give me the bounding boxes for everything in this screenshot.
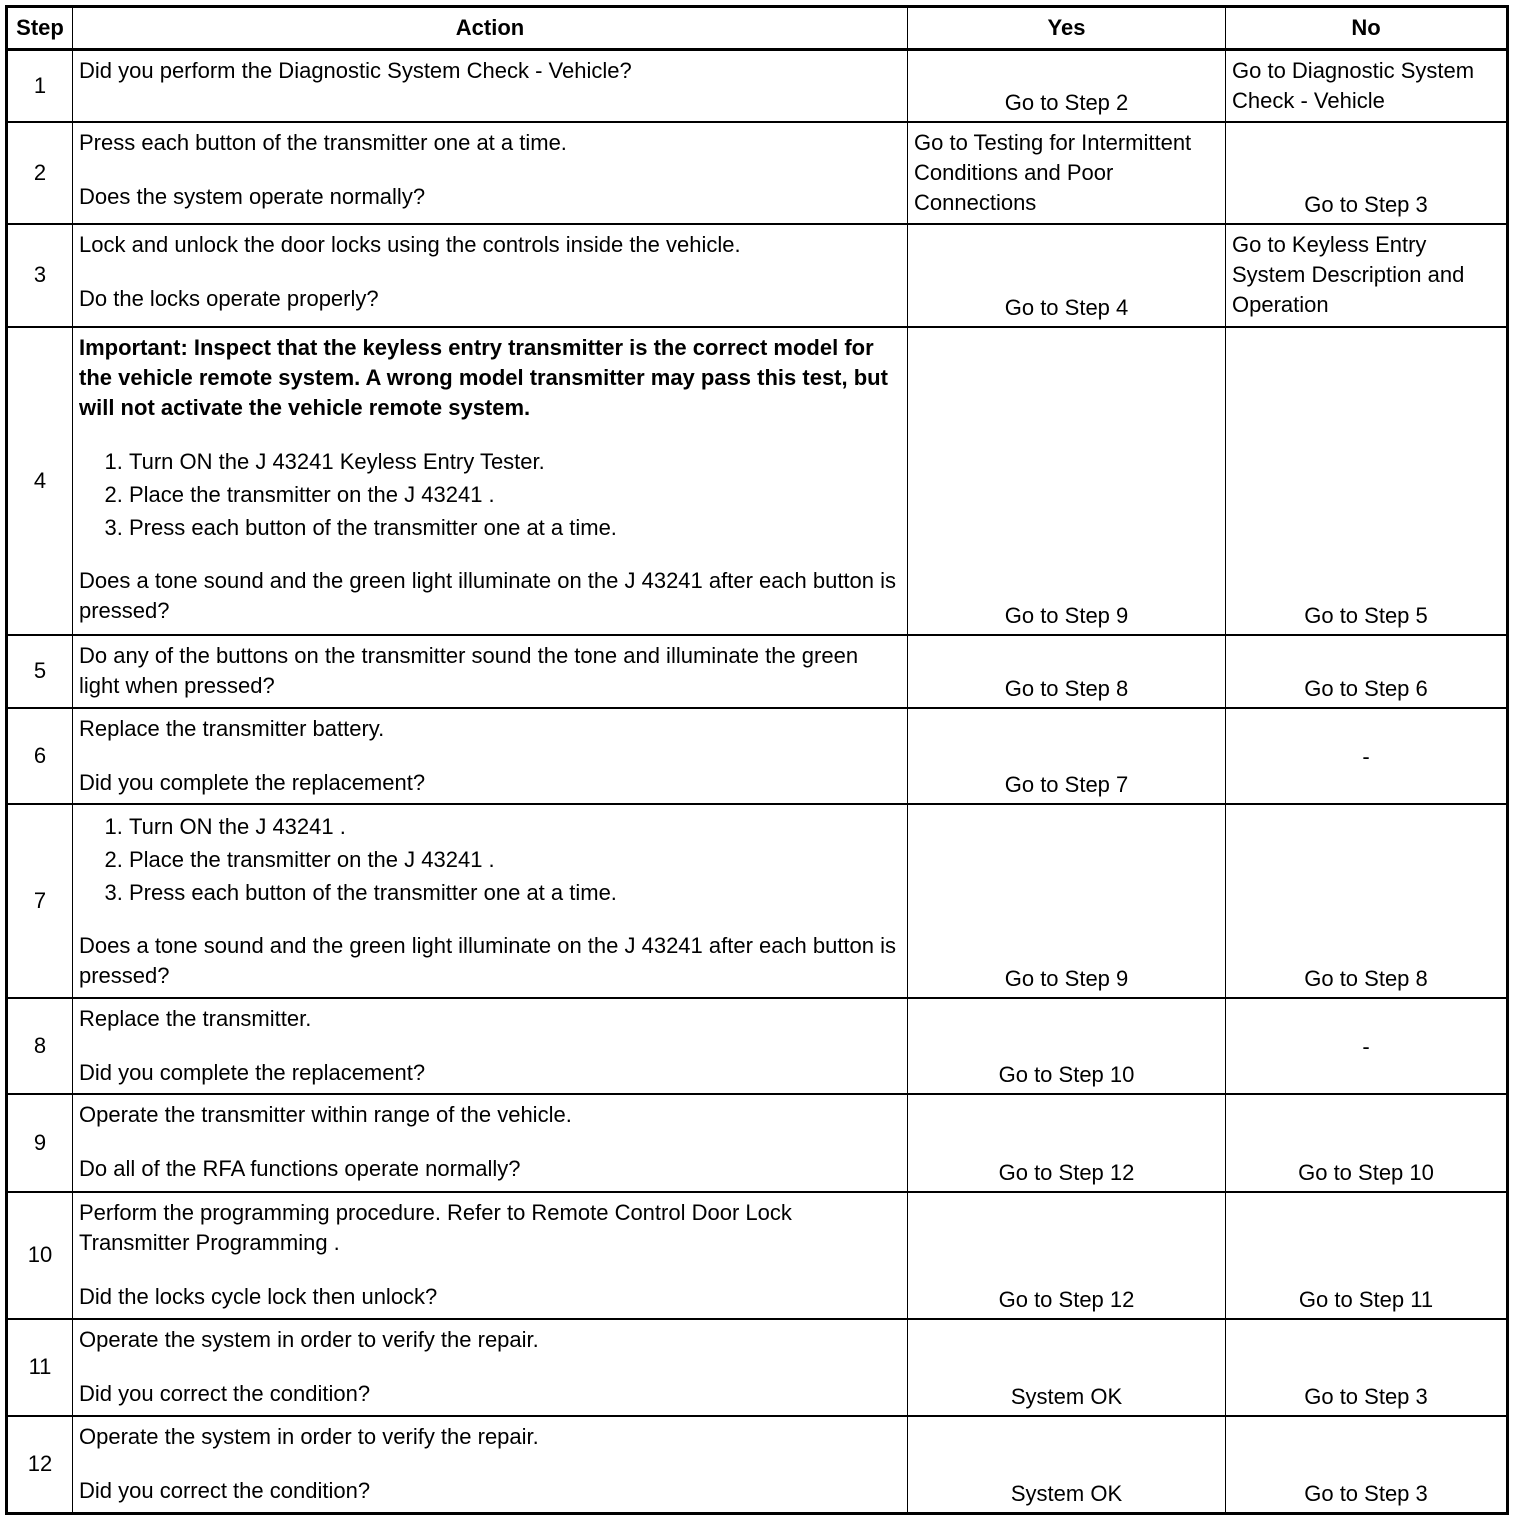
instruction-text: Do any of the buttons on the transmitter sound the tone and illuminate the green light when pressed? xyxy=(79,642,859,698)
no-result: - xyxy=(1226,998,1508,1094)
step-number: 10 xyxy=(7,1192,73,1319)
instruction-text: Operate the transmitter within range of the vehicle. xyxy=(79,1101,572,1127)
step-number: 3 xyxy=(7,224,73,327)
table-row xyxy=(7,224,1508,327)
step-number: 4 xyxy=(7,327,73,635)
no-result: Go to Step 3 xyxy=(1226,1416,1508,1514)
question-text: Do all of the RFA functions operate normally? xyxy=(79,1155,521,1181)
question-text: Do the locks operate properly? xyxy=(79,285,379,311)
action-cell xyxy=(73,224,908,327)
table-row xyxy=(7,804,1508,998)
header-action: Action xyxy=(73,7,908,50)
action-cell xyxy=(73,1192,908,1319)
yes-result: Go to Step 12 xyxy=(908,1192,1226,1319)
yes-result: System OK xyxy=(908,1319,1226,1416)
header-step: Step xyxy=(7,7,73,50)
yes-result: Go to Step 8 xyxy=(908,635,1226,708)
question-text: Does the system operate normally? xyxy=(79,183,426,209)
action-cell xyxy=(73,635,908,708)
procedure-list xyxy=(79,445,901,544)
table-row xyxy=(7,122,1508,224)
question-text: Did you correct the condition? xyxy=(79,1380,371,1406)
procedure-list-item: 3. Press each button of the transmitter one at a time. xyxy=(129,511,901,544)
no-result: Go to Diagnostic System Check - Vehicle xyxy=(1226,50,1508,122)
table-row xyxy=(7,998,1508,1094)
step-number: 11 xyxy=(7,1319,73,1416)
table-row xyxy=(7,1416,1508,1514)
no-result: Go to Step 8 xyxy=(1226,804,1508,998)
instruction-text: Press each button of the transmitter one at a time. xyxy=(79,129,567,155)
no-result: Go to Step 3 xyxy=(1226,122,1508,224)
question-text: Does a tone sound and the green light illuminate on the J 43241 after each button is pressed? xyxy=(79,932,897,988)
yes-result: System OK xyxy=(908,1416,1226,1514)
table-row xyxy=(7,635,1508,708)
yes-result: Go to Step 7 xyxy=(908,708,1226,804)
question-text: Did you correct the condition? xyxy=(79,1477,371,1503)
important-note: Important: Inspect that the keyless entry transmitter is the correct model for the vehicle remote system. A wrong model transmitter may pass this test, but will not activate the vehicle remote system. xyxy=(79,334,888,420)
yes-result: Go to Step 9 xyxy=(908,327,1226,635)
no-result: Go to Step 11 xyxy=(1226,1192,1508,1319)
action-cell xyxy=(73,1416,908,1514)
action-cell xyxy=(73,327,908,635)
instruction-text: Lock and unlock the door locks using the controls inside the vehicle. xyxy=(79,231,741,257)
no-result: Go to Step 3 xyxy=(1226,1319,1508,1416)
instruction-text: Operate the system in order to verify the repair. xyxy=(79,1326,539,1352)
procedure-list-item: 1. Turn ON the J 43241 . xyxy=(129,810,901,843)
action-cell xyxy=(73,1094,908,1192)
instruction-text: Replace the transmitter. xyxy=(79,1005,312,1031)
yes-result: Go to Step 10 xyxy=(908,998,1226,1094)
yes-result: Go to Step 9 xyxy=(908,804,1226,998)
step-number: 1 xyxy=(7,50,73,122)
step-number: 9 xyxy=(7,1094,73,1192)
yes-result: Go to Step 12 xyxy=(908,1094,1226,1192)
no-result: Go to Step 5 xyxy=(1226,327,1508,635)
question-text: Does a tone sound and the green light illuminate on the J 43241 after each button is pressed? xyxy=(79,567,897,623)
table-row xyxy=(7,1192,1508,1319)
table-row xyxy=(7,327,1508,635)
no-result: Go to Keyless Entry System Description and Operation xyxy=(1226,224,1508,327)
table-row xyxy=(7,50,1508,122)
step-number: 6 xyxy=(7,708,73,804)
procedure-list-item: 1. Turn ON the J 43241 Keyless Entry Tester. xyxy=(129,445,901,478)
header-no: No xyxy=(1226,7,1508,50)
action-cell xyxy=(73,998,908,1094)
instruction-text: Did you perform the Diagnostic System Check - Vehicle? xyxy=(79,58,632,83)
header-row xyxy=(7,7,1508,50)
step-number: 7 xyxy=(7,804,73,998)
yes-result: Go to Testing for Intermittent Conditions and Poor Connections xyxy=(908,122,1226,224)
question-text: Did the locks cycle lock then unlock? xyxy=(79,1283,438,1309)
instruction-text: Operate the system in order to verify the repair. xyxy=(79,1423,539,1449)
table-row xyxy=(7,1094,1508,1192)
no-result: Go to Step 10 xyxy=(1226,1094,1508,1192)
procedure-list-item: 2. Place the transmitter on the J 43241 . xyxy=(129,843,901,876)
procedure-list-item: 3. Press each button of the transmitter one at a time. xyxy=(129,876,901,909)
action-cell xyxy=(73,122,908,224)
instruction-text: Replace the transmitter battery. xyxy=(79,715,385,741)
question-text: Did you complete the replacement? xyxy=(79,769,426,795)
yes-result: Go to Step 4 xyxy=(908,224,1226,327)
header-yes: Yes xyxy=(908,7,1226,50)
procedure-list xyxy=(79,810,901,909)
table-row xyxy=(7,708,1508,804)
action-cell xyxy=(73,804,908,998)
step-number: 2 xyxy=(7,122,73,224)
step-number: 8 xyxy=(7,998,73,1094)
no-result: Go to Step 6 xyxy=(1226,635,1508,708)
action-cell xyxy=(73,1319,908,1416)
question-text: Did you complete the replacement? xyxy=(79,1059,426,1085)
no-result: - xyxy=(1226,708,1508,804)
diagnostic-table xyxy=(5,5,1509,1515)
step-number: 5 xyxy=(7,635,73,708)
yes-result: Go to Step 2 xyxy=(908,50,1226,122)
table-row xyxy=(7,1319,1508,1416)
action-cell xyxy=(73,708,908,804)
instruction-text: Perform the programming procedure. Refer to Remote Control Door Lock Transmitter Programming . xyxy=(79,1199,792,1255)
procedure-list-item: 2. Place the transmitter on the J 43241 . xyxy=(129,478,901,511)
action-cell xyxy=(73,50,908,122)
step-number: 12 xyxy=(7,1416,73,1514)
